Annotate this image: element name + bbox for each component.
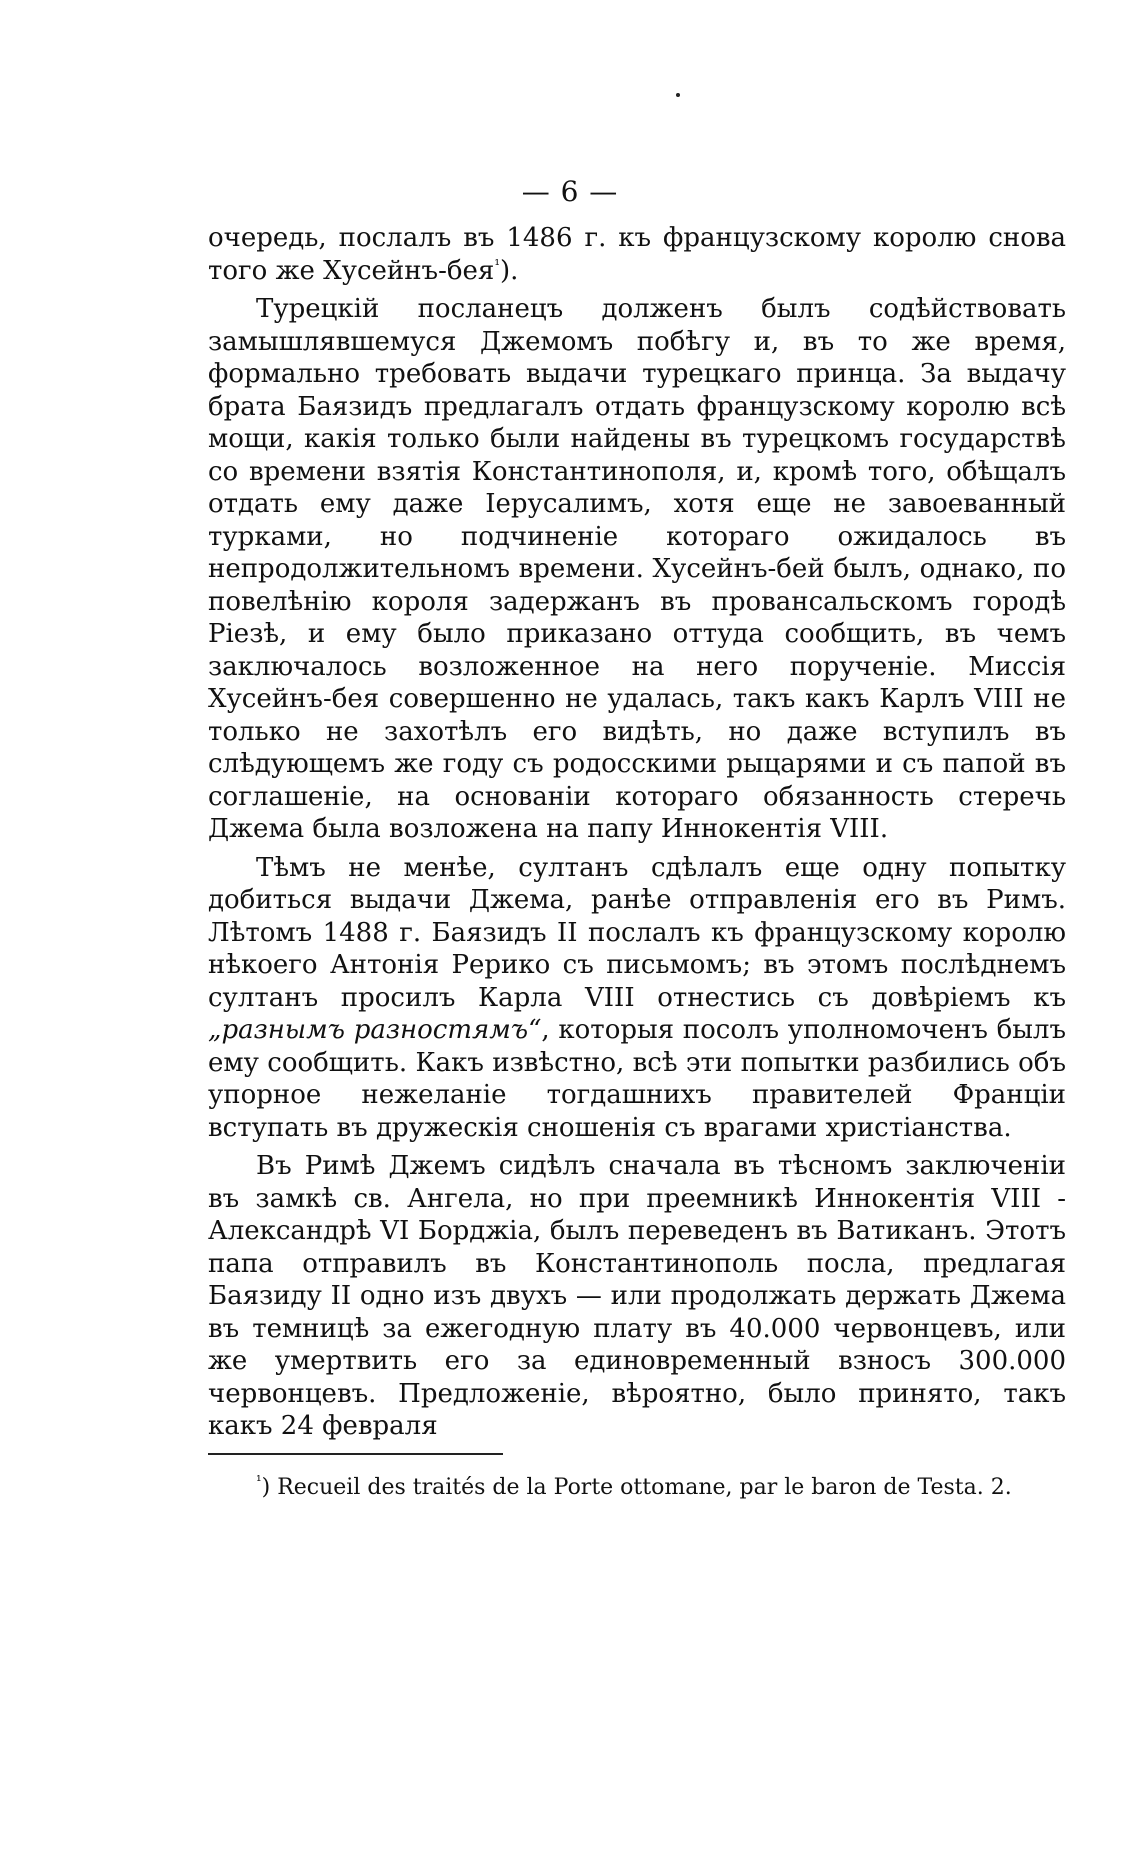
footnote-paren: )	[261, 1475, 271, 1500]
paragraph-1-end: ).	[499, 255, 519, 286]
ink-speck	[676, 93, 680, 97]
paragraph-4: Въ Римѣ Джемъ сидѣлъ сначала въ тѣсномъ заключеніи въ замкѣ св. Ангела, но при преемникѣ Иннокентія VIII - Александрѣ VI Борджіа, былъ переведенъ въ Ватиканъ. Этотъ папа отправилъ въ Константинополь посла, предлагая Баязиду II одно изъ двухъ — или продолжать держать Джема въ темницѣ за ежегодную плату въ 40.000 червонцевъ, или же умертвить его за единовременный взносъ 300.000 червонцевъ. Предложеніе, вѣроятно, было принято, такъ какъ 24 февраля	[208, 1151, 1066, 1441]
paragraph-1-text: очередь, послалъ въ 1486 г. къ французскому королю снова того же Хусейнъ-бея	[208, 223, 1066, 286]
page-number: — 6 —	[521, 175, 619, 208]
footnote-text: Recueil des traités de la Porte ottomane, par le baron de Testa. 2.	[270, 1475, 1012, 1500]
footnote-reference: ¹	[494, 256, 500, 273]
footnote-divider	[208, 1453, 503, 1455]
paragraph-3-text-b: , которыя посолъ уполномоченъ былъ ему сообщить. Какъ извѣстно, всѣ эти попытки разбились объ упорное нежеланіе тогдашнихъ правителей Франціи вступать въ дружескія сношенія съ врагами христіанства.	[208, 1015, 1066, 1143]
footnote	[256, 1474, 1068, 1502]
paragraph-3-italic-quote: „разнымъ разностямъ“	[208, 1015, 542, 1045]
footnote-marker: ¹	[256, 1473, 262, 1490]
paragraph-1	[208, 222, 1066, 287]
paragraph-3-text-a: Тѣмъ не менѣе, султанъ сдѣлалъ еще одну попытку добиться выдачи Джема, ранѣе отправленія его въ Римъ. Лѣтомъ 1488 г. Баязидъ II послалъ къ французскому королю нѣкоего Антонія Рерико съ письмомъ; въ этомъ послѣднемъ султанъ просилъ Карла VIII отнестись съ довѣріемъ къ	[208, 852, 1066, 1013]
paragraph-3	[208, 852, 1066, 1145]
main-text	[208, 222, 1066, 1449]
paragraph-2: Турецкій посланецъ долженъ былъ содѣйствовать замышлявшемуся Джемомъ побѣгу и, въ то же время, формально требовать выдачи турецкаго принца. За выдачу брата Баязидъ предлагалъ отдать французскому королю всѣ мощи, какія только были найдены въ турецкомъ государствѣ со времени взятія Константинополя, и, кромѣ того, обѣщалъ отдать ему даже Іерусалимъ, хотя еще не завоеванный турками, но подчиненіе котораго ожидалось въ непродолжительномъ времени. Хусейнъ-бей былъ, однако, по повелѣнію короля задержанъ въ провансальскомъ городѣ Ріезѣ, и ему было приказано оттуда сообщить, въ чемъ заключалось возложенное на него порученіе. Миссія Хусейнъ-бея совершенно не удалась, такъ какъ Карлъ VIII не только не захотѣлъ его видѣть, но даже вступилъ въ слѣдующемъ же году съ родосскими рыцарями и съ папой въ соглашеніе, на основаніи котораго обязанность стеречь Джема была возложена на папу Иннокентія VIII.	[208, 294, 1066, 844]
